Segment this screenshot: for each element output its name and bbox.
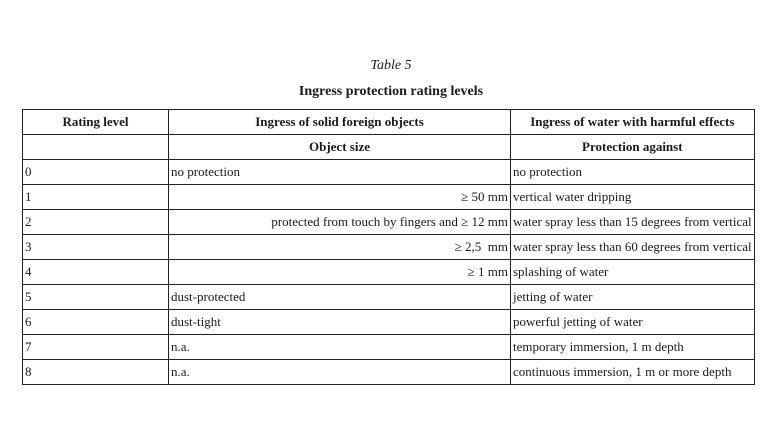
solid-protection-cell: no protection xyxy=(169,160,511,185)
water-protection-cell: continuous immersion, 1 m or more depth xyxy=(511,360,755,385)
ip-rating-table xyxy=(22,109,755,385)
water-protection-cell: splashing of water xyxy=(511,260,755,285)
table-row xyxy=(23,185,755,210)
solid-protection-cell: n.a. xyxy=(169,360,511,385)
table-row xyxy=(23,160,755,185)
rating-level-cell: 6 xyxy=(23,310,169,335)
rating-level-cell: 2 xyxy=(23,210,169,235)
table-row xyxy=(23,285,755,310)
table-row xyxy=(23,210,755,235)
water-protection-cell: water spray less than 15 degrees from vertical xyxy=(511,210,755,235)
solid-protection-cell: dust-protected xyxy=(169,285,511,310)
header-rating-level: Rating level xyxy=(23,110,169,135)
solid-protection-cell: protected from touch by fingers and ≥ 12 mm xyxy=(169,210,511,235)
subheader-object-size: Object size xyxy=(169,135,511,160)
rating-level-cell: 8 xyxy=(23,360,169,385)
table-row xyxy=(23,235,755,260)
rating-level-cell: 7 xyxy=(23,335,169,360)
solid-protection-cell: dust-tight xyxy=(169,310,511,335)
table-row xyxy=(23,360,755,385)
subheader-row xyxy=(23,135,755,160)
rating-level-cell: 0 xyxy=(23,160,169,185)
solid-protection-cell: n.a. xyxy=(169,335,511,360)
rating-level-cell: 1 xyxy=(23,185,169,210)
header-solid-objects: Ingress of solid foreign objects xyxy=(169,110,511,135)
solid-protection-cell: ≥ 1 mm xyxy=(169,260,511,285)
subheader-protection-against: Protection against xyxy=(511,135,755,160)
rating-level-cell: 5 xyxy=(23,285,169,310)
rating-level-cell: 4 xyxy=(23,260,169,285)
solid-protection-cell: ≥ 2,5 mm xyxy=(169,235,511,260)
solid-protection-cell: ≥ 50 mm xyxy=(169,185,511,210)
water-protection-cell: jetting of water xyxy=(511,285,755,310)
water-protection-cell: powerful jetting of water xyxy=(511,310,755,335)
water-protection-cell: temporary immersion, 1 m depth xyxy=(511,335,755,360)
table-title: Ingress protection rating levels xyxy=(298,84,484,99)
water-protection-cell: water spray less than 60 degrees from vertical xyxy=(511,235,755,260)
table-row xyxy=(23,260,755,285)
header-row xyxy=(23,110,755,135)
water-protection-cell: vertical water dripping xyxy=(511,185,755,210)
table-row xyxy=(23,310,755,335)
table-caption: Table 5 xyxy=(370,58,412,73)
rating-level-cell: 3 xyxy=(23,235,169,260)
water-protection-cell: no protection xyxy=(511,160,755,185)
table-row xyxy=(23,335,755,360)
header-water: Ingress of water with harmful effects xyxy=(511,110,755,135)
subheader-empty xyxy=(23,135,169,160)
